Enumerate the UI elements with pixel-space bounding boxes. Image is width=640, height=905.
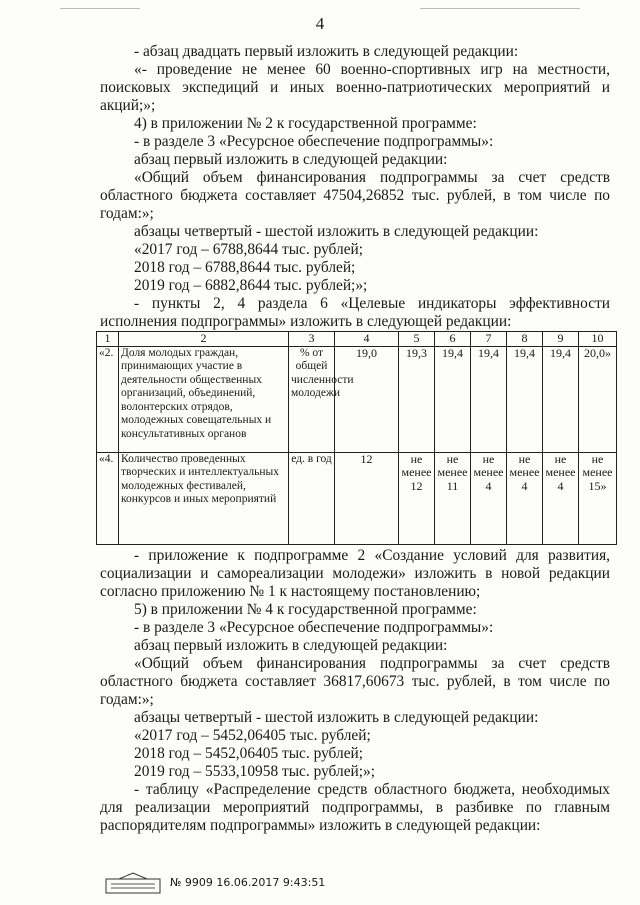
scan-artifact [60, 8, 140, 9]
registration-number: № 9909 16.06.2017 9:43:51 [170, 876, 326, 889]
value-cell: не менее 11 [435, 452, 471, 544]
unit-cell: % от общей численности молодежи [289, 346, 335, 452]
paragraph: «Общий объем финансирования подпрограммы за счет средств областного бюджета составляет 36817,60673 тыс. рублей, в том числе по годам:»; [100, 654, 610, 708]
table-header-cell: 7 [471, 332, 507, 347]
row-number: «2. [97, 346, 119, 452]
paragraph: - в разделе 3 «Ресурсное обеспечение подпрограммы»: [134, 618, 494, 636]
paragraph: 4) в приложении № 2 к государственной программе: [134, 115, 477, 132]
value-cell: 19,4 [435, 346, 471, 452]
document-body [99, 43, 613, 835]
paragraph: «- проведение не менее 60 военно-спортивных игр на местности, поисковых экспедиций и иных военно-патриотических мероприятий и акций;»; [100, 61, 610, 114]
table-header-cell: 1 [97, 332, 119, 347]
paragraph: «2017 год – 6788,8644 тыс. рублей; [134, 241, 364, 258]
paragraph: абзац первый изложить в следующей редакции: [134, 636, 448, 654]
table-row [97, 452, 617, 544]
value-cell: 19,4 [507, 346, 543, 452]
paragraph: 2019 год – 6882,8644 тыс. рублей;»; [134, 277, 368, 294]
paragraph: - приложение к подпрограмме 2 «Создание условий для развития, социализации и самореализации молодежи» изложить в новой редакции согласно приложению № 1 к настоящему постановлению; [100, 546, 610, 600]
table-header-row [97, 332, 617, 347]
value-cell: не менее 4 [471, 452, 507, 544]
indicators-table [96, 331, 617, 545]
value-cell: не менее 4 [507, 452, 543, 544]
value-cell: 19,0 [335, 346, 399, 452]
value-cell: 19,4 [471, 346, 507, 452]
unit-cell: ед. в год [289, 452, 335, 544]
table-header-cell: 9 [543, 332, 579, 347]
footer [105, 872, 505, 896]
paragraph: - в разделе 3 «Ресурсное обеспечение подпрограммы»: [134, 133, 494, 150]
table-row [97, 346, 617, 452]
paragraph: абзацы четвертый - шестой изложить в следующей редакции: [134, 708, 539, 726]
page-number: 4 [315, 14, 325, 33]
table-header-cell: 3 [289, 332, 335, 347]
paragraph: абзац первый изложить в следующей редакции: [134, 151, 448, 168]
value-cell: 19,3 [399, 346, 435, 452]
table-header-cell: 2 [119, 332, 289, 347]
registry-stamp-icon [105, 872, 161, 894]
value-cell: 12 [335, 452, 399, 544]
table-header-cell: 8 [507, 332, 543, 347]
paragraph: - пункты 2, 4 раздела 6 «Целевые индикаторы эффективности исполнения подпрограммы» изложить в следующей редакции: [100, 295, 610, 330]
table-header-cell: 5 [399, 332, 435, 347]
paragraph: «2017 год – 5452,06405 тыс. рублей; [134, 726, 371, 744]
value-cell: 19,4 [543, 346, 579, 452]
paragraph: абзацы четвертый - шестой изложить в следующей редакции: [134, 223, 539, 240]
indicator-name: Доля молодых граждан, принимающих участие в деятельности общественных организаций, объединений, волонтерских отрядов, молодежных совещательных и консультативных органов [119, 346, 289, 452]
paragraph: «Общий объем финансирования подпрограммы за счет средств областного бюджета составляет 47504,26852 тыс. рублей, в том числе по годам:»; [100, 169, 610, 222]
value-cell: не менее 12 [399, 452, 435, 544]
paragraph: 5) в приложении № 4 к государственной программе: [134, 600, 477, 618]
row-number: «4. [97, 452, 119, 544]
value-cell: не менее 15» [579, 452, 617, 544]
indicator-name: Количество проведенных творческих и интеллектуальных молодежных фестивалей, конкурсов и иных мероприятий [119, 452, 289, 544]
paragraph: 2018 год – 6788,8644 тыс. рублей; [134, 259, 356, 276]
scan-artifact [420, 8, 580, 9]
paragraph: - абзац двадцать первый изложить в следующей редакции: [134, 43, 519, 60]
table-header-cell: 10 [579, 332, 617, 347]
paragraph: - таблицу «Распределение средств областного бюджета, необходимых для реализации мероприятий подпрограммы, в разбивке по главным распорядителям подпрограммы» изложить в следующей редакции: [100, 780, 610, 834]
paragraph: 2019 год – 5533,10958 тыс. рублей;»; [134, 762, 376, 780]
value-cell: 20,0» [579, 346, 617, 452]
table-header-cell: 6 [435, 332, 471, 347]
paragraph: 2018 год – 5452,06405 тыс. рублей; [134, 744, 364, 762]
table-header-cell: 4 [335, 332, 399, 347]
value-cell: не менее 4 [543, 452, 579, 544]
